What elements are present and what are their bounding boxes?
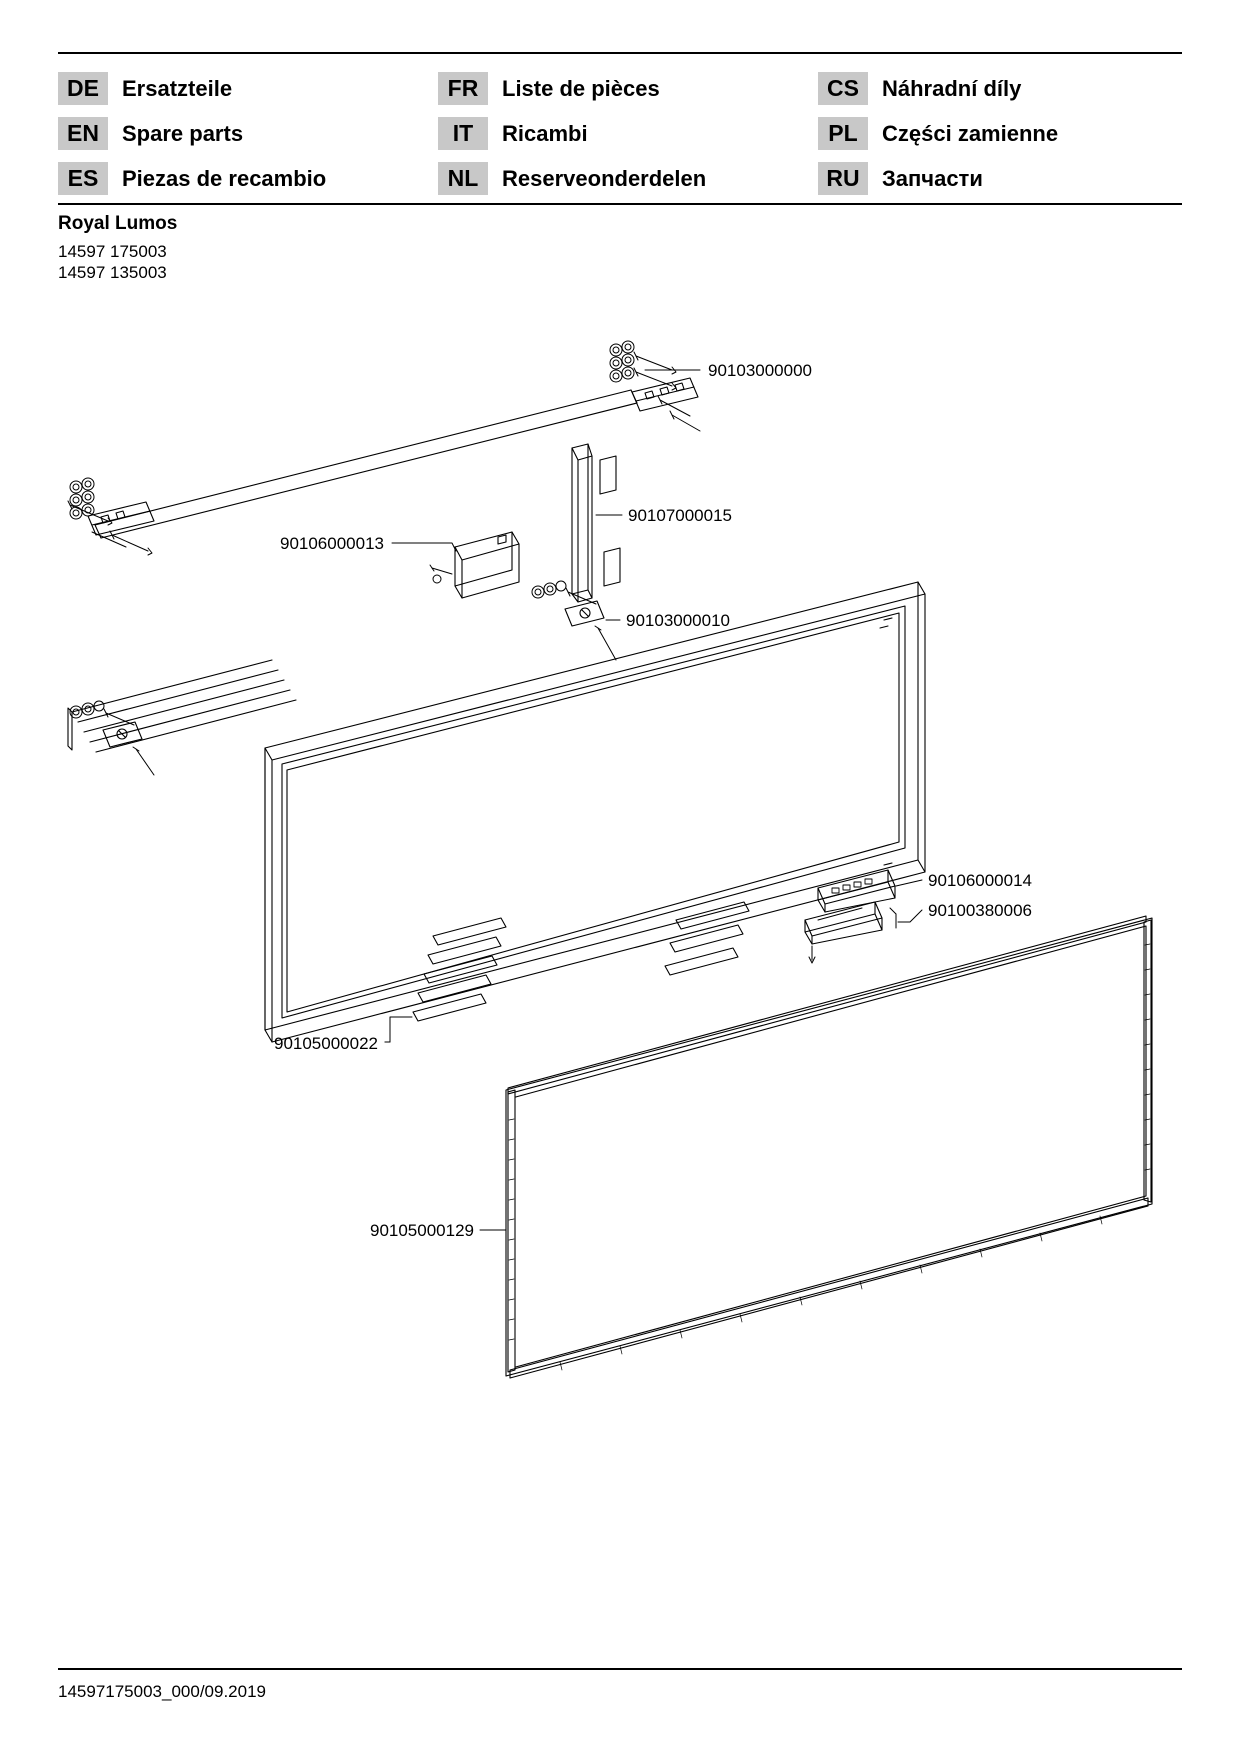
callout-label: 90105000022 [273, 1034, 378, 1053]
language-entry-en [58, 117, 438, 150]
exploded-assembly-drawing [0, 330, 1239, 1530]
language-label: Ersatzteile [122, 75, 233, 101]
language-label: Náhradní díly [882, 75, 1022, 101]
callout-label: 90100380006 [928, 901, 1033, 920]
page-title: Royal Lumos [58, 213, 178, 234]
callout-label: 90103000010 [626, 611, 731, 630]
language-label: Liste de pièces [502, 75, 660, 101]
language-entry-cs [818, 72, 1182, 105]
language-code-badge: CS [818, 72, 868, 105]
language-row [58, 66, 1182, 111]
language-code-badge: IT [438, 117, 488, 150]
language-entry-pl [818, 117, 1182, 150]
language-entry-es [58, 162, 438, 195]
document-id: 14597175003_000/09.2019 [58, 1682, 266, 1701]
language-code-badge: EN [58, 117, 108, 150]
language-label: Ricambi [502, 120, 588, 146]
header-bottom-divider [58, 203, 1182, 205]
language-label: Części zamienne [882, 120, 1059, 146]
product-code: 14597 175003 [58, 242, 167, 261]
language-code-badge: NL [438, 162, 488, 195]
language-code-badge: RU [818, 162, 868, 195]
language-label: Spare parts [122, 120, 244, 146]
language-label: Piezas de recambio [122, 165, 327, 191]
callout-label: 90106000013 [279, 534, 384, 553]
callout-label: 90103000000 [708, 361, 813, 380]
callout-label: 90105000129 [369, 1221, 474, 1240]
language-row [58, 111, 1182, 156]
language-code-badge: FR [438, 72, 488, 105]
language-label: Запчасти [882, 165, 983, 191]
product-code: 14597 135003 [58, 263, 167, 282]
product-title-block [58, 213, 177, 283]
language-table [58, 66, 1182, 201]
language-entry-ru [818, 162, 1182, 195]
language-entry-fr [438, 72, 818, 105]
language-entry-de [58, 72, 438, 105]
callout-label: 90107000015 [628, 506, 733, 525]
callout-label: 90106000014 [928, 871, 1033, 890]
language-label: Reserveonderdelen [502, 165, 707, 191]
language-code-badge: PL [818, 117, 868, 150]
language-code-badge: DE [58, 72, 108, 105]
footer-divider [58, 1668, 1182, 1670]
language-entry-nl [438, 162, 818, 195]
language-code-badge: ES [58, 162, 108, 195]
language-entry-it [438, 117, 818, 150]
language-row [58, 156, 1182, 201]
header-top-divider [58, 52, 1182, 54]
